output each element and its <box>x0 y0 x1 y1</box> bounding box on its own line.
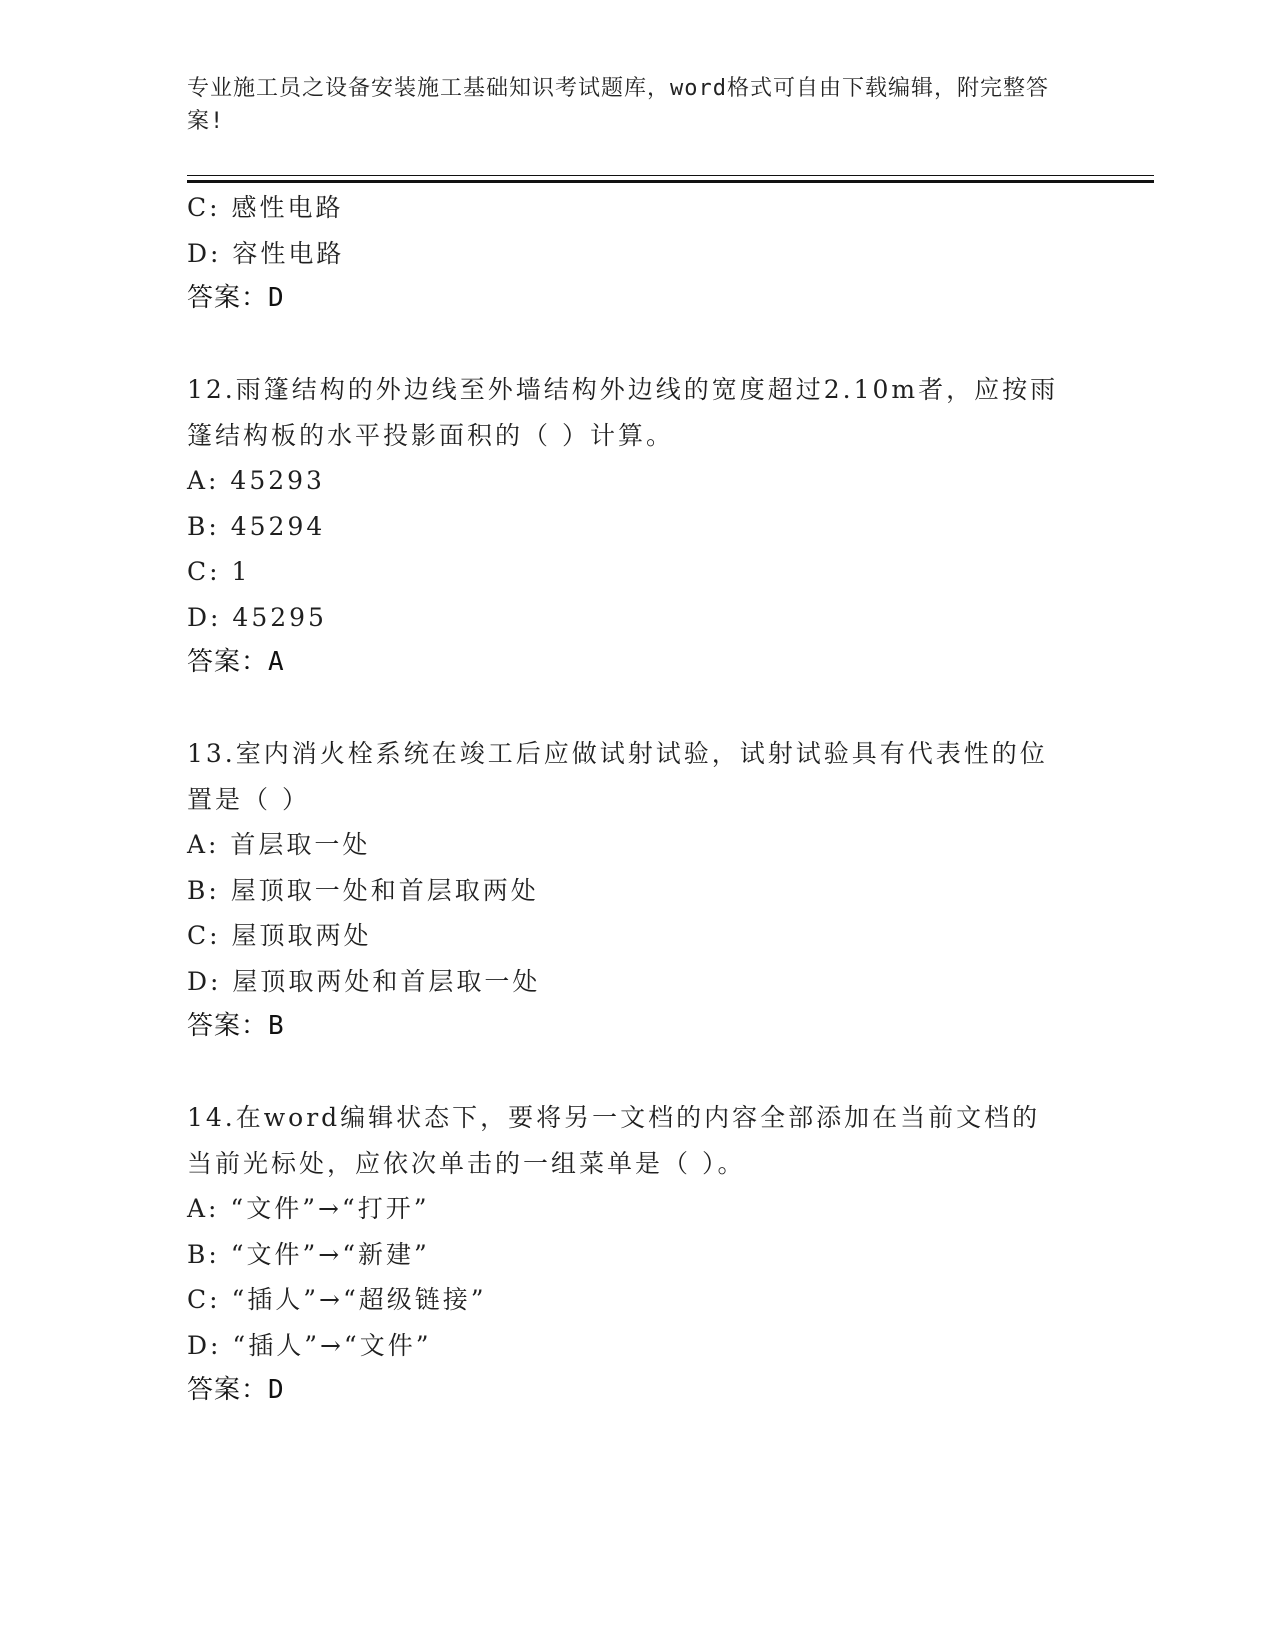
option-c: C: 感性电路 <box>187 193 344 222</box>
question-14 <box>187 1095 1087 1414</box>
question-list <box>187 185 1087 1414</box>
option-d: D: 容性电路 <box>187 238 345 268</box>
answer-line: 答案：D <box>187 1375 285 1405</box>
question-11-tail <box>187 185 1087 322</box>
option-c: C: 1 <box>187 557 251 586</box>
spacer <box>187 1050 1087 1096</box>
spacer <box>187 322 1087 368</box>
option-b: B: “文件”→“新建” <box>187 1239 430 1269</box>
option-d: D: “插人”→“文件” <box>187 1330 432 1360</box>
answer-line: 答案：B <box>187 1011 285 1041</box>
question-13 <box>187 731 1087 1050</box>
option-d: D: 45295 <box>187 602 327 632</box>
option-a: A: 45293 <box>187 466 325 495</box>
answer-line: 答案：D <box>187 283 285 313</box>
option-d: D: 屋顶取两处和首层取一处 <box>187 966 541 996</box>
question-text: 14.在word编辑状态下，要将另一文档的内容全部添加在当前文档的当前光标处，应依次单击的一组菜单是（ ）。 <box>187 1103 1041 1178</box>
question-text: 13.室内消火栓系统在竣工后应做试射试验，试射试验具有代表性的位置是（ ） <box>187 739 1048 814</box>
option-c: C: “插人”→“超级链接” <box>187 1285 487 1314</box>
spacer <box>187 686 1087 732</box>
header-divider-thick <box>187 180 1154 183</box>
header-divider-thin <box>187 175 1154 176</box>
question-12 <box>187 367 1087 686</box>
answer-line: 答案：A <box>187 647 285 677</box>
option-a: A: “文件”→“打开” <box>187 1194 430 1223</box>
option-a: A: 首层取一处 <box>187 830 371 859</box>
option-b: B: 45294 <box>187 511 326 541</box>
question-text: 12.雨篷结构的外边线至外墙结构外边线的宽度超过2.10m者，应按雨篷结构板的水平投影面积的（ ）计算。 <box>187 375 1059 450</box>
option-b: B: 屋顶取一处和首层取两处 <box>187 875 539 905</box>
document-header <box>187 72 1067 138</box>
option-c: C: 屋顶取两处 <box>187 921 372 950</box>
header-title: 专业施工员之设备安装施工基础知识考试题库，word格式可自由下载编辑，附完整答案! <box>187 76 1049 134</box>
